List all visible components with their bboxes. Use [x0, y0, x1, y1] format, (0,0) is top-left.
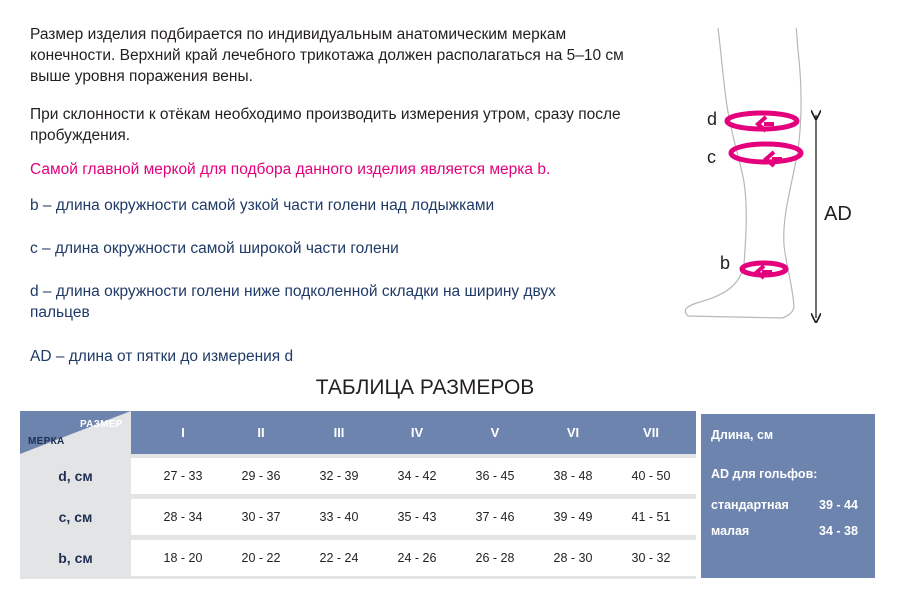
row-label-b: b, см [20, 540, 131, 576]
table-cell: 34 - 42 [397, 469, 437, 483]
size-table-title: ТАБЛИЦА РАЗМЕРОВ [315, 376, 535, 399]
definition-ad: AD – длина от пятки до измерения d [30, 348, 294, 365]
table-cell: 38 - 48 [553, 469, 593, 483]
leg-outline [685, 28, 801, 318]
corner-diagonal [20, 411, 131, 454]
row-label-c: c, см [20, 499, 131, 535]
table-cell: 32 - 39 [319, 469, 359, 483]
intro-paragraph: Размер изделия подбирается по индивидуальным анатомическим меркам конечности. Верхний край лечебного трикотажа должен располагаться на 5–10 см выше уровня поражения вены. [30, 26, 624, 85]
table-cell: 39 - 49 [553, 510, 593, 524]
corner-measure-label: МЕРКА [28, 436, 65, 447]
size-header: III [333, 425, 345, 440]
table-cell: 24 - 26 [397, 551, 437, 565]
length-panel [701, 414, 875, 578]
table-cell: 27 - 33 [163, 469, 203, 483]
row-label-d: d, см [20, 458, 131, 494]
table-cell: 22 - 24 [319, 551, 359, 565]
length-title: Длина, см [711, 428, 774, 442]
table-row [131, 458, 697, 494]
label-c: c [707, 147, 716, 167]
table-cell: 30 - 37 [241, 510, 281, 524]
size-table [20, 411, 696, 579]
table-cell: 26 - 28 [475, 551, 515, 565]
table-cell: 35 - 43 [397, 510, 437, 524]
label-ad: AD [824, 203, 852, 225]
definition-d: d – длина окружности голени ниже подколенной складки на ширину двух пальцев [30, 283, 556, 321]
small-value: 34 - 38 [819, 524, 858, 538]
table-cell: 36 - 45 [475, 469, 515, 483]
size-header: II [257, 425, 265, 440]
table-cell: 30 - 32 [631, 551, 671, 565]
table-row [131, 499, 697, 535]
leg-measurement-figure [670, 20, 890, 340]
definition-b: b – длина окружности самой узкой части голени над лодыжками [30, 197, 495, 214]
table-cell: 29 - 36 [241, 469, 281, 483]
size-header: IV [410, 425, 424, 440]
label-d: d [707, 109, 718, 129]
label-b: b [720, 253, 731, 273]
corner-size-label: РАЗМЕР [80, 419, 123, 430]
key-measure-note: Самой главной меркой для подбора данного изделия является мерка b. [30, 161, 551, 178]
table-cell: 41 - 51 [631, 510, 671, 524]
morning-measurement-note: При склонности к отёкам необходимо производить измерения утром, сразу после пробуждения. [30, 106, 621, 144]
table-row [131, 540, 697, 576]
small-label: малая [711, 524, 750, 538]
table-cell: 33 - 40 [319, 510, 359, 524]
table-cell: 28 - 30 [553, 551, 593, 565]
size-header: V [490, 425, 500, 440]
table-cell: 28 - 34 [163, 510, 203, 524]
table-cell: 18 - 20 [163, 551, 203, 565]
standard-value: 39 - 44 [819, 498, 858, 512]
table-cell: 40 - 50 [631, 469, 671, 483]
size-header: I [181, 425, 185, 440]
size-header: VII [643, 425, 659, 440]
table-cell: 20 - 22 [241, 551, 281, 565]
standard-label: стандартная [711, 498, 789, 512]
definition-c: c – длина окружности самой широкой части голени [30, 240, 399, 257]
size-header: VI [566, 425, 580, 440]
length-subtitle: AD для гольфов: [711, 467, 818, 481]
table-cell: 37 - 46 [475, 510, 515, 524]
